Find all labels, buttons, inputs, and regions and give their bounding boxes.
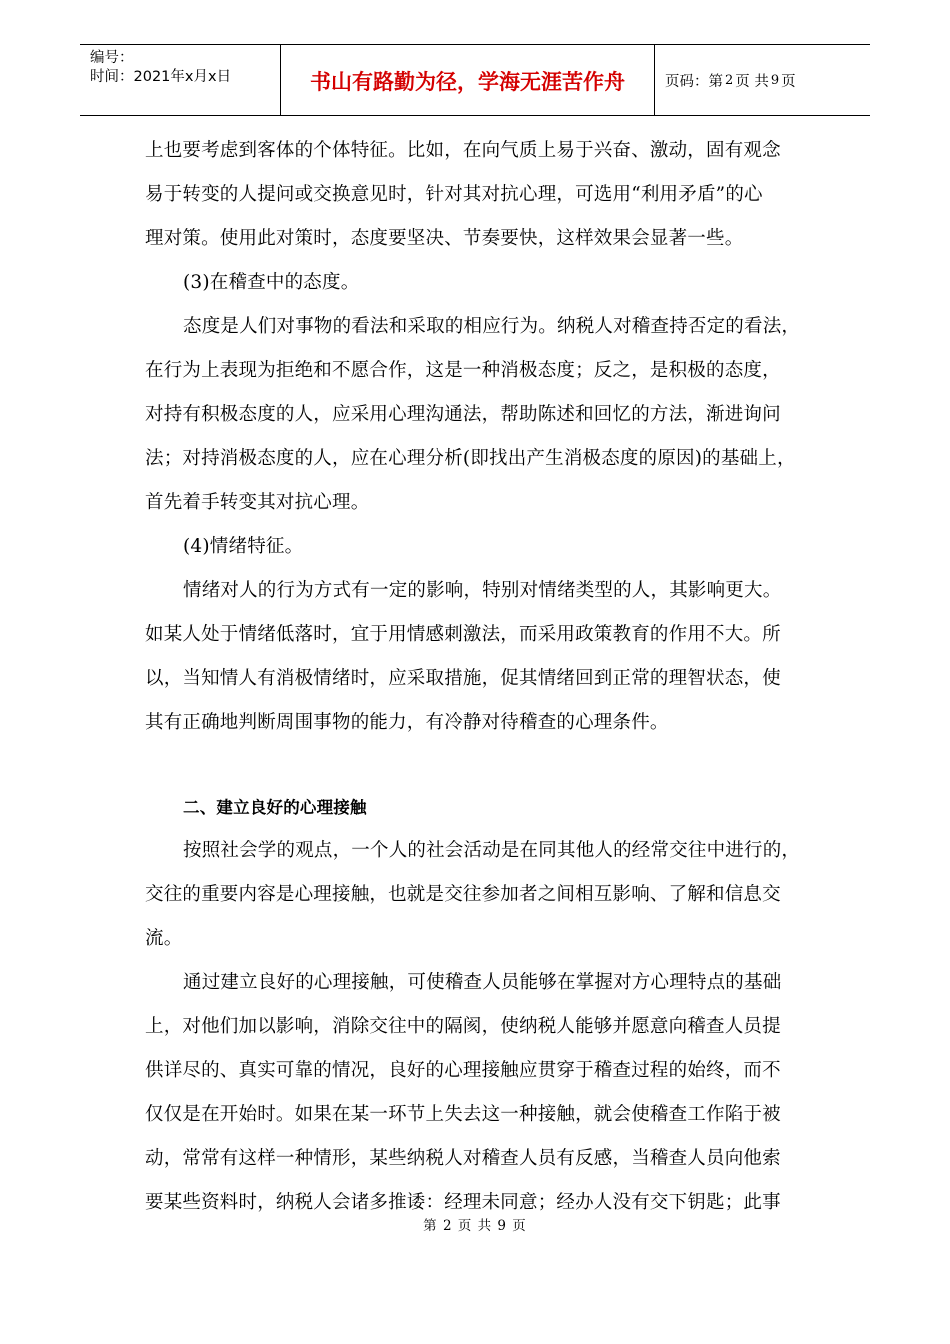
body-line: 要某些资料时，纳税人会诸多推诿：经理未同意；经办人没有交下钥匙；此事 — [145, 1192, 781, 1213]
body-line: 其有正确地判断周围事物的能力，有冷静对待稽查的心理条件。 — [145, 712, 669, 733]
body-line: 首先着手转变其对抗心理。 — [145, 492, 370, 513]
page-footer: 第 2 页 共 9 页 — [423, 1218, 527, 1234]
page-total: 9 — [770, 72, 780, 88]
document-number-label: 编号： — [90, 50, 134, 66]
body-line: 理对策。使用此对策时，态度要坚决、节奏要快，这样效果会显著一些。 — [145, 228, 744, 249]
header-page-info — [655, 45, 870, 115]
header-motto: 书山有路勤为径，学海无涯苦作舟 — [281, 45, 655, 115]
document-time-label: 时间：2021年x月x日 — [90, 69, 232, 85]
body-line: 对持有积极态度的人，应采用心理沟通法，帮助陈述和回忆的方法，渐进询问 — [145, 404, 781, 425]
body-line: 上，对他们加以影响，消除交往中的隔阂，使纳税人能够并愿意向稽查人员提 — [145, 1016, 781, 1037]
body-line: 如某人处于情绪低落时，宜于用情感刺激法，而采用政策教育的作用不大。所 — [145, 624, 781, 645]
body-line: 态度是人们对事物的看法和采取的相应行为。纳税人对稽查持否定的看法， — [183, 316, 801, 337]
body-line: 供详尽的、真实可靠的情况，良好的心理接触应贯穿于稽查过程的始终，而不 — [145, 1060, 781, 1081]
body-line: 交往的重要内容是心理接触，也就是交往参加者之间相互影响、了解和信息交 — [145, 884, 781, 905]
body-line: 通过建立良好的心理接触，可使稽查人员能够在掌握对方心理特点的基础 — [183, 972, 782, 993]
body-line: 上也要考虑到客体的个体特征。比如，在向气质上易于兴奋、激动，固有观念 — [145, 140, 781, 161]
header-meta — [80, 45, 281, 115]
body-line: 情绪对人的行为方式有一定的影响，特别对情绪类型的人，其影响更大。 — [183, 580, 782, 601]
section-subtitle: (4)情绪特征。 — [183, 536, 304, 557]
page-suffix: 页 — [781, 73, 796, 90]
body-line: 按照社会学的观点，一个人的社会活动是在同其他人的经常交往中进行的， — [183, 840, 801, 861]
body-line: 仅仅是在开始时。如果在某一环节上失去这一种接触，就会使稽查工作陷于被 — [145, 1104, 781, 1125]
body-line: 流。 — [145, 928, 183, 949]
body-line: 动，常常有这样一种情形，某些纳税人对稽查人员有反感，当稽查人员向他索 — [145, 1148, 781, 1169]
page-prefix: 页码：第 — [665, 73, 723, 90]
body-line: 法；对持消极态度的人，应在心理分析(即找出产生消极态度的原因)的基础上， — [145, 448, 796, 469]
section-heading: 二、建立良好的心理接触 — [183, 798, 367, 817]
body-line: 易于转变的人提问或交换意见时，针对其对抗心理，可选用“利用矛盾”的心 — [145, 184, 763, 205]
page-header — [80, 44, 870, 116]
body-line: 以，当知情人有消极情绪时，应采取措施，促其情绪回到正常的理智状态，使 — [145, 668, 781, 689]
section-subtitle: (3)在稽查中的态度。 — [183, 272, 360, 293]
page-mid: 页 共 — [735, 73, 769, 90]
page-current: 2 — [725, 72, 734, 88]
body-line: 在行为上表现为拒绝和不愿合作，这是一种消极态度；反之，是积极的态度， — [145, 360, 781, 381]
